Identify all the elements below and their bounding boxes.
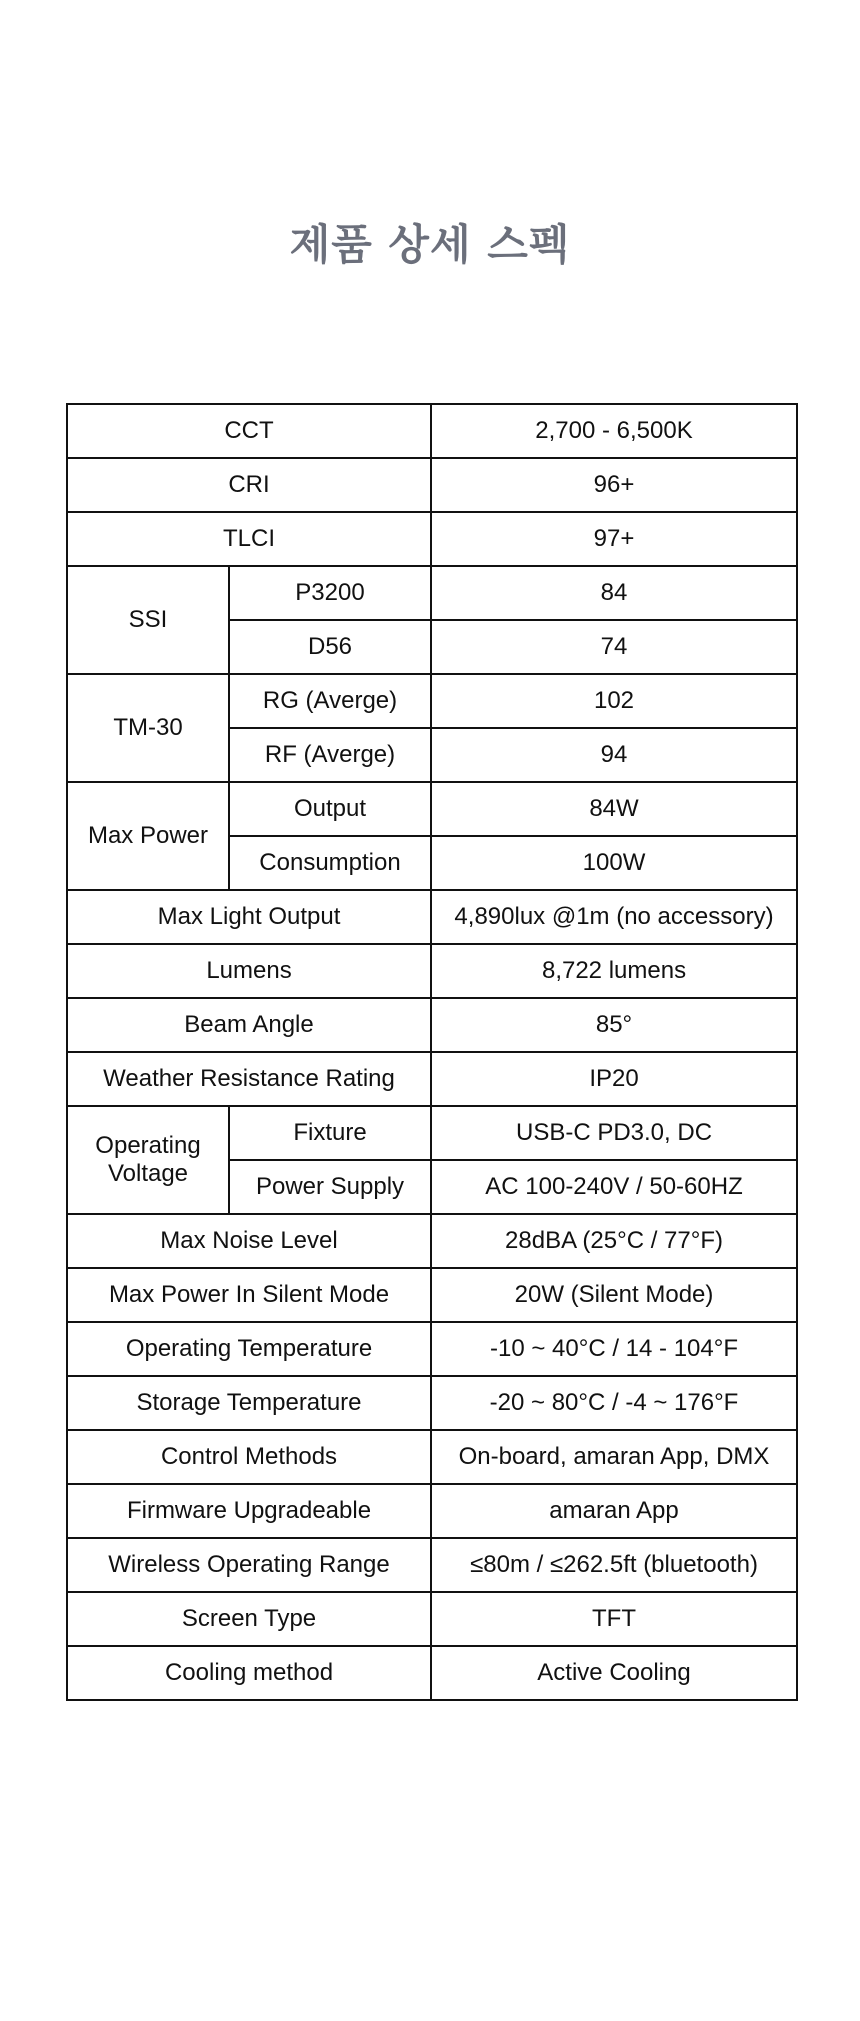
spec-label: TLCI [67, 512, 431, 566]
spec-sublabel: P3200 [229, 566, 431, 620]
spec-group-label: SSI [67, 566, 229, 674]
spec-sublabel: Output [229, 782, 431, 836]
spec-value: 102 [431, 674, 797, 728]
table-row [67, 1592, 797, 1646]
table-row [67, 1322, 797, 1376]
spec-value: ≤80m / ≤262.5ft (bluetooth) [431, 1538, 797, 1592]
spec-value: 96+ [431, 458, 797, 512]
spec-value: 94 [431, 728, 797, 782]
spec-group-label: Max Power [67, 782, 229, 890]
spec-value: 74 [431, 620, 797, 674]
table-row [67, 1430, 797, 1484]
spec-value: Active Cooling [431, 1646, 797, 1700]
spec-sublabel: Consumption [229, 836, 431, 890]
table-row [67, 1538, 797, 1592]
spec-sublabel: D56 [229, 620, 431, 674]
spec-value: 85° [431, 998, 797, 1052]
spec-value: 84 [431, 566, 797, 620]
table-row [67, 782, 797, 836]
table-row [67, 1484, 797, 1538]
spec-label: Cooling method [67, 1646, 431, 1700]
spec-value: 84W [431, 782, 797, 836]
spec-label: Weather Resistance Rating [67, 1052, 431, 1106]
spec-label: Max Light Output [67, 890, 431, 944]
spec-label: Operating Temperature [67, 1322, 431, 1376]
table-row [67, 458, 797, 512]
spec-value: -20 ~ 80°C / -4 ~ 176°F [431, 1376, 797, 1430]
spec-label: Max Power In Silent Mode [67, 1268, 431, 1322]
spec-value: 20W (Silent Mode) [431, 1268, 797, 1322]
spec-value: 8,722 lumens [431, 944, 797, 998]
spec-sublabel: Fixture [229, 1106, 431, 1160]
table-row [67, 998, 797, 1052]
spec-value: On-board, amaran App, DMX [431, 1430, 797, 1484]
page-title: 제품 상세 스펙 [289, 220, 571, 269]
spec-label: Wireless Operating Range [67, 1538, 431, 1592]
spec-label: Control Methods [67, 1430, 431, 1484]
table-row [67, 1646, 797, 1700]
spec-value: IP20 [431, 1052, 797, 1106]
spec-table [66, 403, 798, 1701]
table-row [67, 1268, 797, 1322]
spec-value: amaran App [431, 1484, 797, 1538]
table-row [67, 1052, 797, 1106]
spec-group-label: TM-30 [67, 674, 229, 782]
spec-label: CCT [67, 404, 431, 458]
spec-group-label: Operating Voltage [67, 1106, 229, 1214]
spec-value: TFT [431, 1592, 797, 1646]
table-row [67, 404, 797, 458]
table-row [67, 1214, 797, 1268]
spec-value: -10 ~ 40°C / 14 - 104°F [431, 1322, 797, 1376]
spec-sublabel: Power Supply [229, 1160, 431, 1214]
spec-value: 97+ [431, 512, 797, 566]
spec-sublabel: RG (Averge) [229, 674, 431, 728]
spec-label: Storage Temperature [67, 1376, 431, 1430]
spec-value: 4,890lux @1m (no accessory) [431, 890, 797, 944]
spec-label: Screen Type [67, 1592, 431, 1646]
spec-value: AC 100-240V / 50-60HZ [431, 1160, 797, 1214]
spec-label: Max Noise Level [67, 1214, 431, 1268]
spec-sublabel: RF (Averge) [229, 728, 431, 782]
spec-value: 2,700 - 6,500K [431, 404, 797, 458]
table-row [67, 1106, 797, 1160]
table-row [67, 890, 797, 944]
spec-value: USB-C PD3.0, DC [431, 1106, 797, 1160]
table-row [67, 944, 797, 998]
table-row [67, 1376, 797, 1430]
table-row [67, 512, 797, 566]
spec-value: 100W [431, 836, 797, 890]
spec-label: Beam Angle [67, 998, 431, 1052]
spec-value: 28dBA (25°C / 77°F) [431, 1214, 797, 1268]
spec-label: Lumens [67, 944, 431, 998]
table-row [67, 566, 797, 620]
spec-label: CRI [67, 458, 431, 512]
table-row [67, 674, 797, 728]
spec-label: Firmware Upgradeable [67, 1484, 431, 1538]
